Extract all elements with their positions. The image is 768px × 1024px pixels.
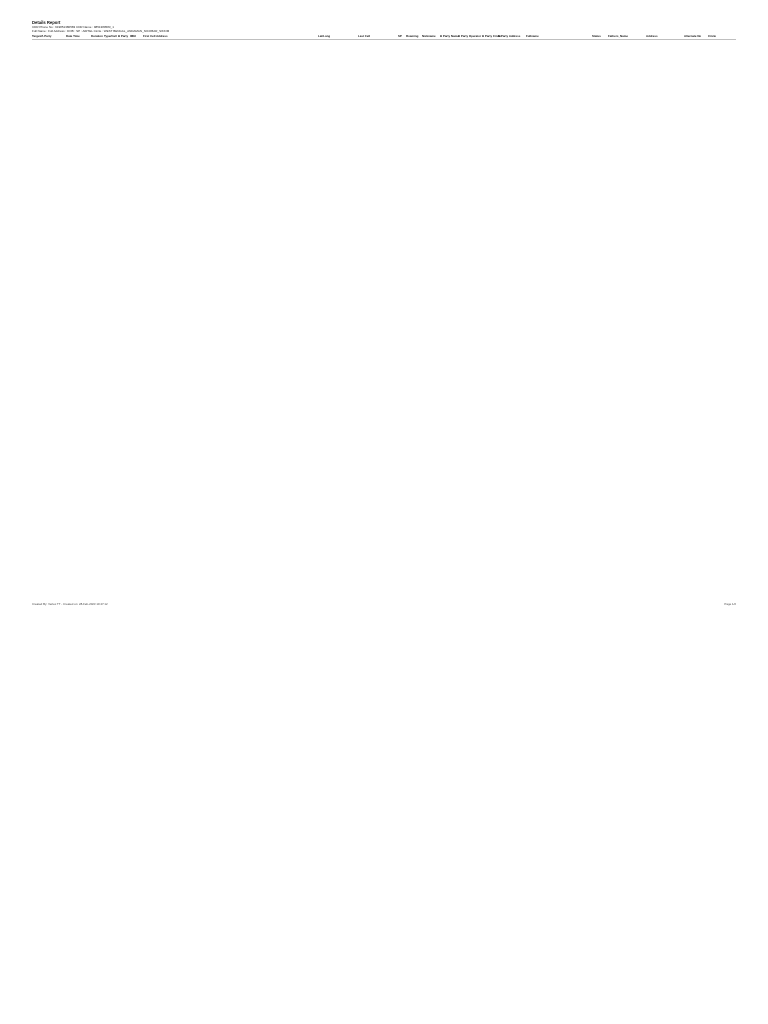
report-title: Details Report xyxy=(32,20,61,25)
column-header: B Party Circle xyxy=(482,34,501,38)
column-header: Status xyxy=(592,34,601,38)
column-header: Roaming xyxy=(406,34,419,38)
column-header: B Party Name xyxy=(440,34,459,38)
column-header: B Party Address xyxy=(498,34,521,38)
column-header: Circle xyxy=(708,34,717,38)
column-header: Fullname xyxy=(526,34,539,38)
footer-page-number: Page 1/2 xyxy=(724,602,736,606)
column-header: First Cell Address xyxy=(143,34,168,38)
column-header: Address xyxy=(646,34,658,38)
column-header: Last Cell xyxy=(358,34,371,38)
column-header: SP xyxy=(398,34,402,38)
report-page-1 xyxy=(32,20,736,610)
column-header: Type/Call xyxy=(104,34,117,38)
column-header: Lat/Long xyxy=(318,34,331,38)
column-header: B Party Operator xyxy=(458,34,482,38)
footer-created-by: Created By: Vertex TT - Created on: 28-Feb-2023 10:47:12 xyxy=(32,602,108,606)
column-header: Target/A Party xyxy=(32,34,52,38)
report-meta-subscriber: Full Name : Full Address : DOB : SP : AIRTEL Circle : WEST BENGAL_ANDAMAN_NICOBAR_SIKKIM xyxy=(32,29,170,33)
column-header: Alternate No xyxy=(684,34,702,38)
report-meta-phone: CDR Phone No : 919851380583 CDR Name : 9851380583_1 xyxy=(32,25,114,29)
report-page-2 xyxy=(32,675,736,1015)
column-header: IMEI xyxy=(130,34,136,38)
column-header: Duration xyxy=(91,34,103,38)
column-header: Fathers_Name xyxy=(608,34,628,38)
column-header: Nickname xyxy=(422,34,436,38)
column-header: B Party xyxy=(118,34,129,38)
table-header-row xyxy=(32,34,736,40)
column-header: Date Time xyxy=(66,34,80,38)
